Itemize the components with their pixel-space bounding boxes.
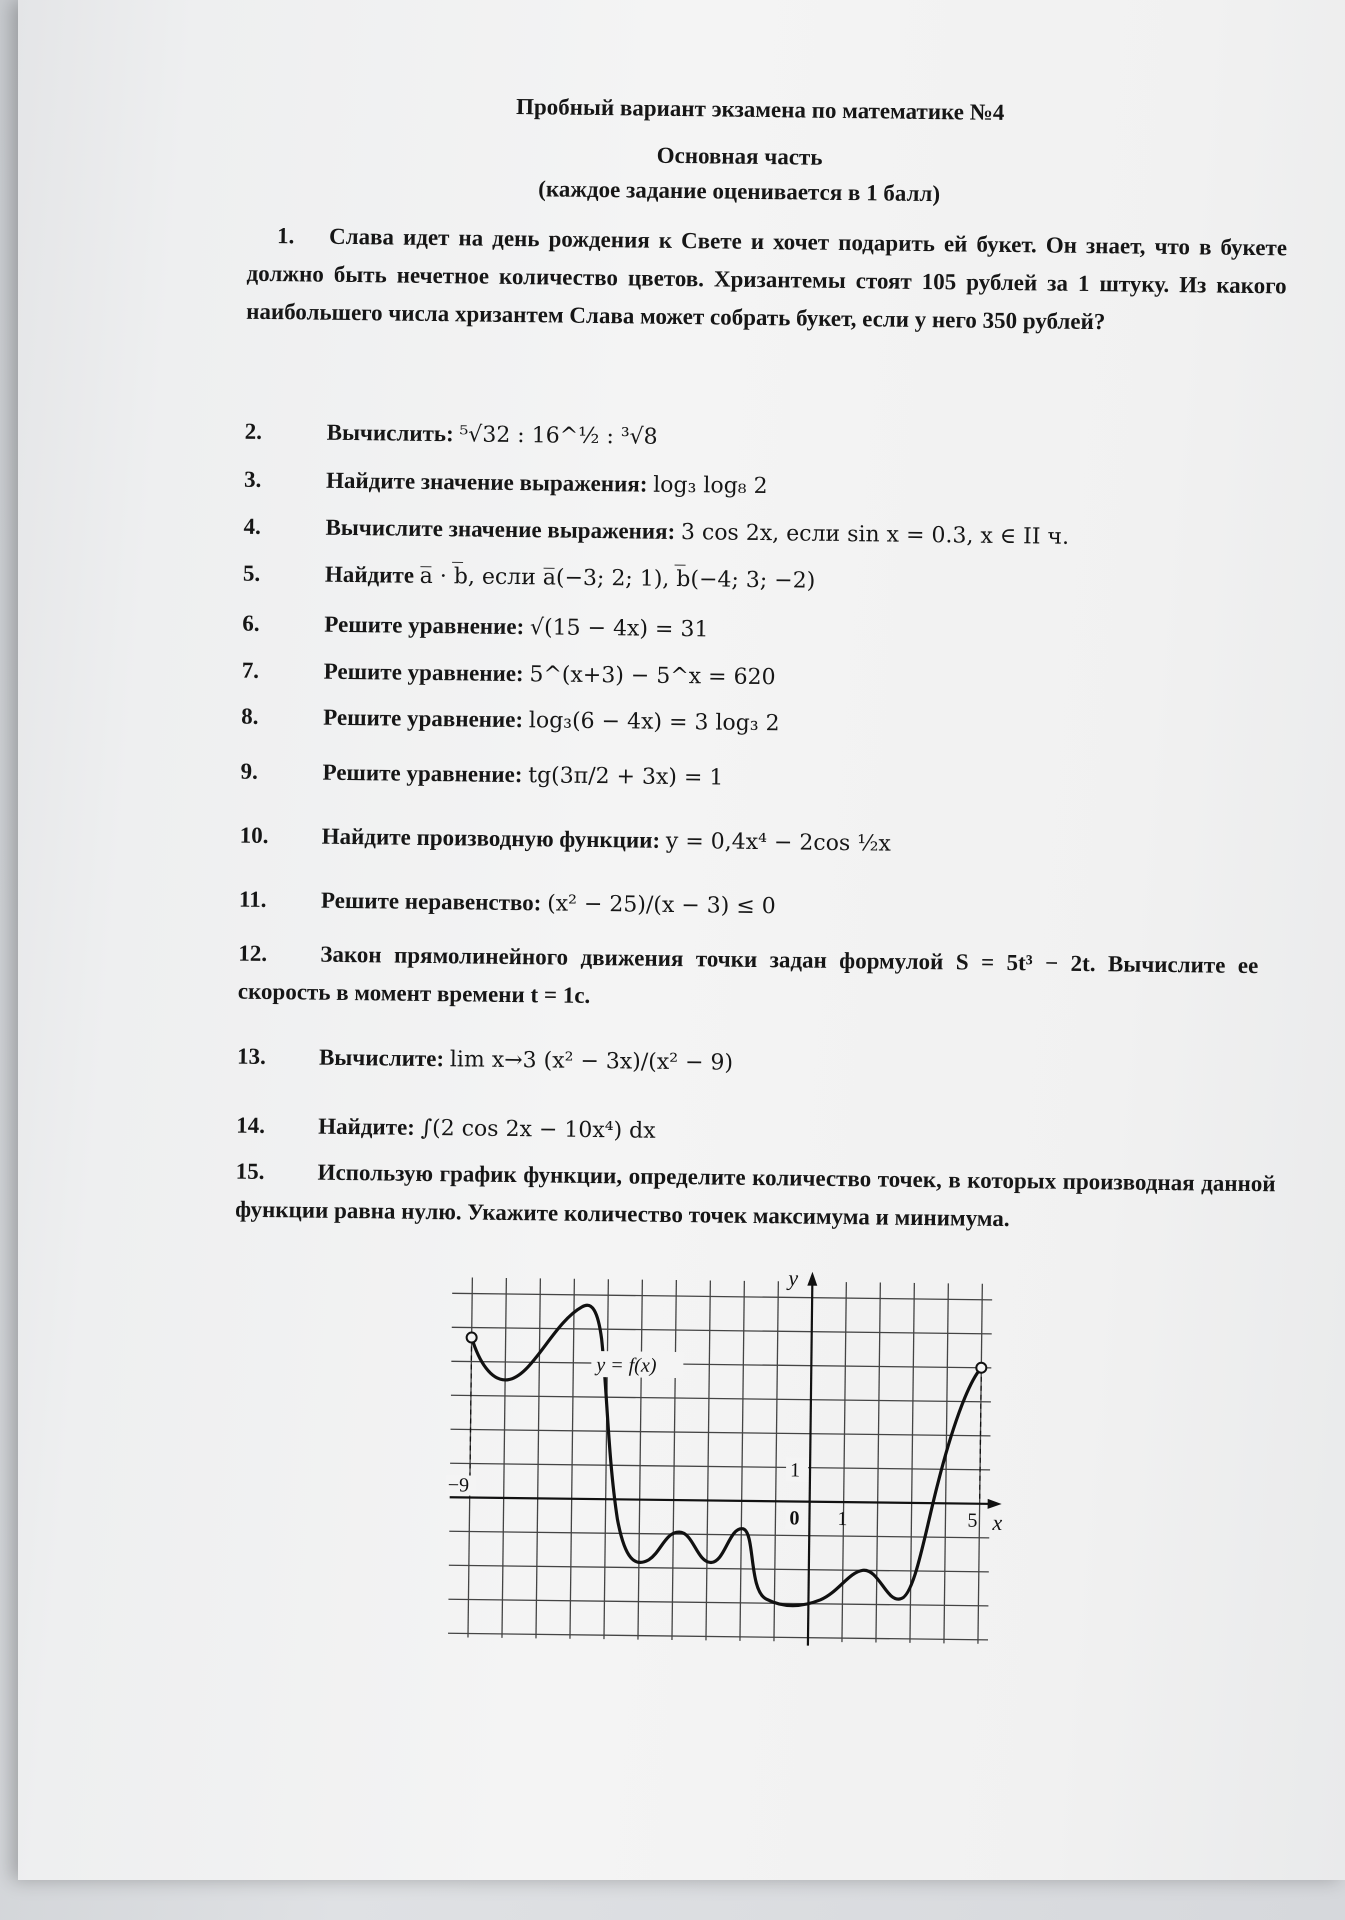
endpoint-left xyxy=(467,1332,477,1342)
task-text: Вычислить: xyxy=(326,419,454,447)
task-number: 13. xyxy=(236,1043,266,1069)
x-axis-arrow-icon xyxy=(988,1499,1002,1509)
task-math: log₃ log₈ 2 xyxy=(653,472,768,500)
tick-label-neg9: −9 xyxy=(447,1474,470,1497)
task-math: 3 cos 2x, если sin x = 0.3, x ∈ II ч. xyxy=(680,520,1070,550)
task-number: 6. xyxy=(242,610,260,636)
task-text: Использую график функции, определите количество точек, в которых производная данной функции равна нулю. Укажите количество точек максимума и минимума. xyxy=(235,1159,1276,1232)
endpoint-right xyxy=(976,1363,986,1373)
section-title: Основная часть xyxy=(656,142,823,170)
task-math: y = 0,4x⁴ − 2cos ½x xyxy=(665,828,892,857)
x-axis xyxy=(450,1497,995,1504)
tick-label-1y: 1 xyxy=(789,1459,801,1482)
task-text: Найдите xyxy=(324,561,415,588)
task-math: ⁵√32 : 16^½ : ³√8 xyxy=(459,422,658,450)
page-title: Пробный вариант экзамена по математике №4 xyxy=(515,93,1005,125)
task-text: Закон прямолинейного движения точки задан формулой S = 5t³ − 2t. Вычислите ее скорость в момент времени t = 1с. xyxy=(237,941,1259,1008)
task-number: 15. xyxy=(235,1158,265,1184)
tick-label-1x: 1 xyxy=(837,1508,848,1531)
task-text: Решите уравнение: xyxy=(324,611,525,640)
y-axis-label: y xyxy=(788,1267,799,1291)
section-note: (каждое задание оценивается в 1 балл) xyxy=(538,176,941,207)
graph-svg xyxy=(438,1267,1013,1654)
task-number: 10. xyxy=(239,822,269,849)
y-axis xyxy=(808,1280,812,1646)
tick-label-0: 0 xyxy=(789,1507,800,1530)
task-number: 1. xyxy=(276,223,295,249)
task-math: lim x→3 (x² − 3x)/(x² − 9) xyxy=(449,1047,734,1076)
tick-label-5: 5 xyxy=(967,1509,978,1532)
task-text: Решите уравнение: xyxy=(322,759,523,788)
task-math: a̅ · b̅, если a̅(−3; 2; 1), b̅(−4; 3; −2) xyxy=(419,563,816,594)
x-axis-label: x xyxy=(992,1509,1003,1536)
task-text: Решите неравенство: xyxy=(320,887,542,916)
task-number: 2. xyxy=(244,418,263,444)
task-number: 5. xyxy=(242,560,261,586)
task-number: 8. xyxy=(241,703,259,729)
task-text: Решите уравнение: xyxy=(323,658,524,687)
task-math: log₃(6 − 4x) = 3 log₃ 2 xyxy=(528,708,780,737)
task-number: 14. xyxy=(236,1112,266,1138)
task-math: (x² − 25)/(x − 3) ≤ 0 xyxy=(546,891,776,920)
exam-page xyxy=(18,0,1345,1880)
y-axis-arrow-icon xyxy=(807,1272,817,1286)
func-label: y = f(x) xyxy=(596,1354,657,1377)
task-text: Вычислите значение выражения: xyxy=(325,514,676,544)
task-number: 9. xyxy=(240,758,258,784)
task-number: 12. xyxy=(238,940,268,967)
function-graph xyxy=(438,1267,1013,1654)
task-number: 11. xyxy=(238,886,267,912)
task-text: Вычислите: xyxy=(318,1044,445,1072)
task-text: Найдите значение выражения: xyxy=(325,467,648,497)
task-text: Слава идет на день рождения к Свете и хочет подарить ей букет. Он знает, что в букете должно быть нечетное количество цветов. Хризантемы стоят 105 рублей за 1 штуку. Из какого наибольшего числа хризантем Слава может собрать букет, если у него 350 рублей? xyxy=(246,223,1288,335)
task-math: √(15 − 4x) = 31 xyxy=(529,615,709,643)
task-math: 5^(x+3) − 5^x = 620 xyxy=(529,662,776,691)
task-number: 4. xyxy=(243,513,261,539)
function-curve xyxy=(468,1304,982,1608)
task-text: Найдите производную функции: xyxy=(321,823,661,853)
task-number: 7. xyxy=(241,657,260,683)
task-math: ∫(2 cos 2x − 10x⁴) dx xyxy=(420,1115,656,1144)
task-number: 3. xyxy=(243,466,262,492)
task-text: Решите уравнение: xyxy=(323,704,524,733)
task-text: Найдите: xyxy=(318,1113,416,1140)
task-math: tg(3π/2 + 3x) = 1 xyxy=(528,763,724,791)
